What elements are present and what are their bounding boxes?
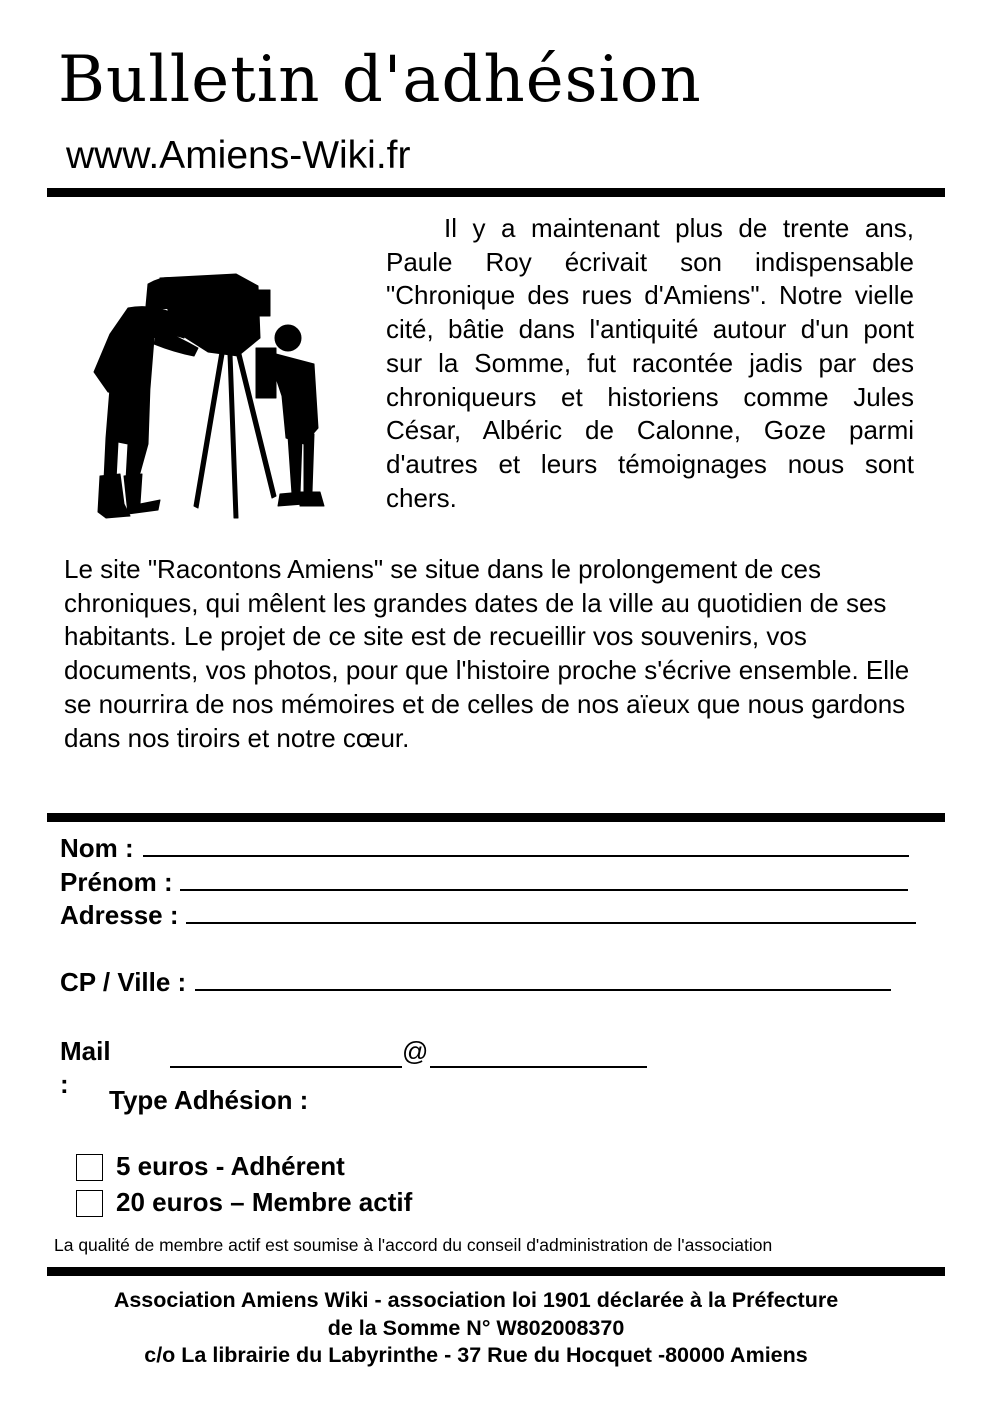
photographer-illustration xyxy=(88,268,340,526)
nom-input-line[interactable] xyxy=(143,833,909,857)
prenom-field[interactable] xyxy=(60,866,908,899)
mail-domain-input-line[interactable] xyxy=(430,1044,647,1068)
footer-line-3: c/o La librairie du Labyrinthe - 37 Rue du Hocquet -80000 Amiens xyxy=(144,1343,808,1367)
cp-ville-field[interactable] xyxy=(60,966,891,999)
mail-user-input-line[interactable] xyxy=(170,1044,402,1068)
mail-at-sign: @ xyxy=(402,1036,429,1066)
adresse-input-line[interactable] xyxy=(186,900,916,924)
website-url: www.Amiens-Wiki.fr xyxy=(66,134,411,177)
document-title: Bulletin d'adhésion xyxy=(58,43,702,117)
membership-type-label: Type Adhésion : xyxy=(109,1085,309,1115)
membre-actif-checkbox[interactable] xyxy=(76,1190,103,1217)
adherent-checkbox[interactable] xyxy=(76,1154,103,1181)
form-divider xyxy=(47,813,945,822)
footer-line-1: Association Amiens Wiki - association loi 1901 déclarée à la Préfecture xyxy=(113,1288,839,1312)
membre-actif-option-label: 20 euros – Membre actif xyxy=(116,1187,413,1217)
body-paragraph: Le site "Racontons Amiens" se situe dans le prolongement de ces chroniques, qui mêlent les grandes dates de la ville au quotidien de ses habitants. Le projet de ce site est de recueillir vos souvenirs, vos documents, vos photos, pour que l'histoire proche s'écrive ensemble. Elle se nourrira de nos mémoires et de celles de nos aïeux que nous gardons dans nos tiroirs et notre cœur. xyxy=(64,554,910,753)
mail-label: Mail : xyxy=(60,1036,111,1099)
adresse-label: Adresse : xyxy=(60,900,179,930)
top-divider xyxy=(47,188,945,197)
nom-label: Nom : xyxy=(60,833,134,863)
intro-paragraph: Il y a maintenant plus de trente ans, Paule Roy écrivait son indispensable "Chronique des rues d'Amiens". Notre vielle cité, bâtie dans l'antiquité autour d'un pont sur la Somme, fut racontée jadis par des chroniqueurs et historiens comme Jules César, Albéric de Calonne, Goze parmi d'autres et leurs témoignages nous sont chers. xyxy=(386,213,914,513)
footer-line-2: de la Somme N° W802008370 xyxy=(327,1315,625,1340)
cp-ville-label: CP / Ville : xyxy=(60,967,187,997)
footer-divider xyxy=(47,1267,945,1276)
prenom-input-line[interactable] xyxy=(180,867,908,891)
nom-field[interactable] xyxy=(60,832,909,865)
adherent-option-label: 5 euros - Adhérent xyxy=(116,1151,345,1181)
footer xyxy=(46,1287,906,1370)
membership-note: La qualité de membre actif est soumise à l'accord du conseil d'administration de l'association xyxy=(54,1235,773,1255)
cp-ville-input-line[interactable] xyxy=(195,967,891,991)
adresse-field[interactable] xyxy=(60,899,916,932)
prenom-label: Prénom : xyxy=(60,867,173,897)
